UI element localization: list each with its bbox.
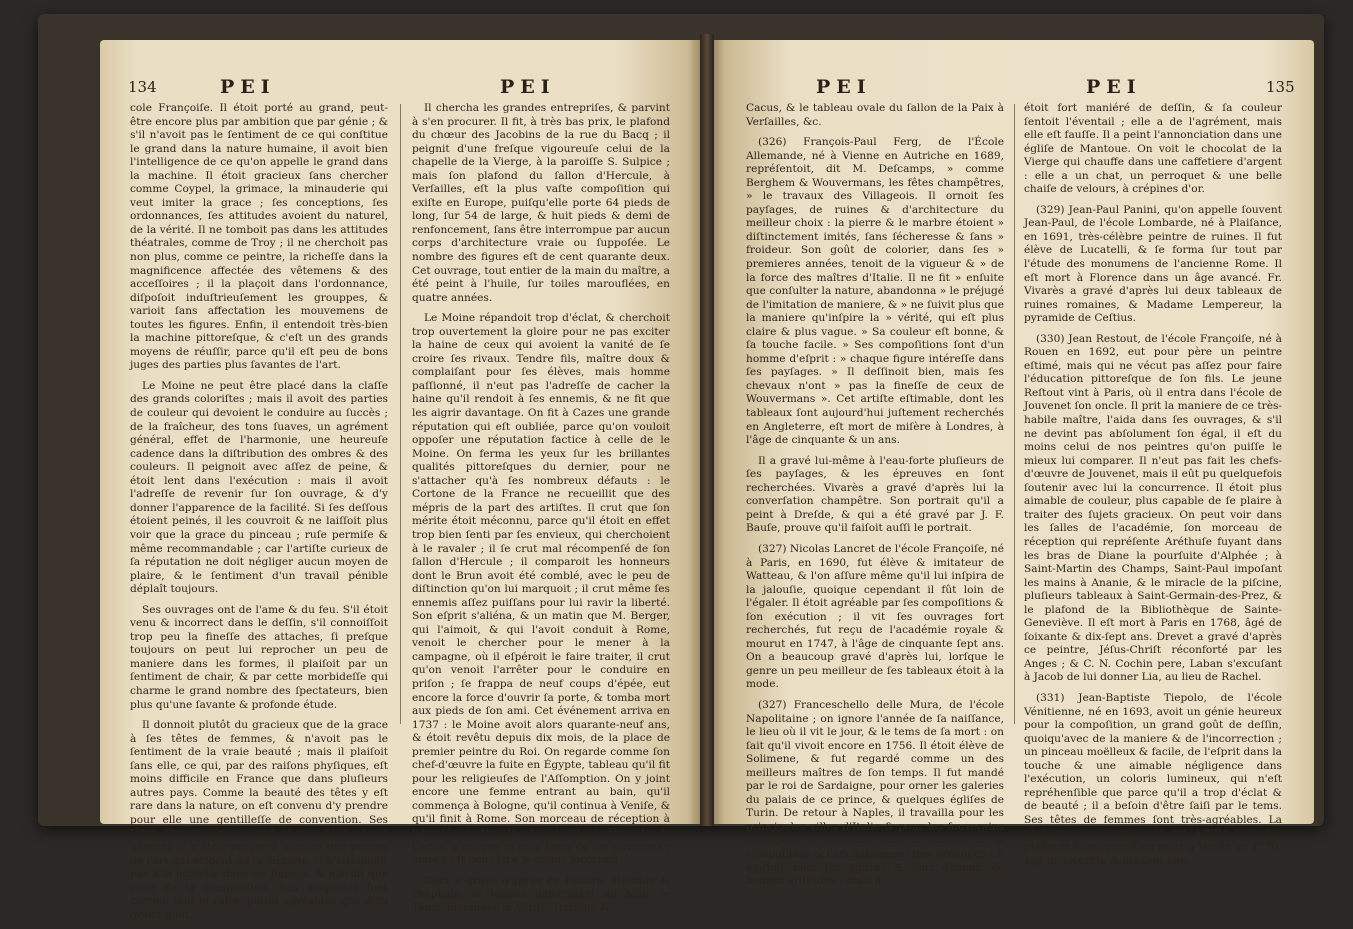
left-column-1 <box>130 102 388 929</box>
paragraph: Il chercha les grandes entrepriſes, & parvint à s'en procurer. Il fit, à très bas prix, le plafond du chœur des Jacobins de la rue du Bacq ; il peignit d'une freſque vigoureuſe celui de la chapelle de la Vierge, à la paroiſſe S. Sulpice ; mais ſon plafond du ſallon d'Hercule, à Verſailles, eſt la plus vaſte compoſition qui exiſte en Europe, puiſqu'elle porte 64 pieds de long, ſur 54 de large, & huit pieds & demi de renfoncement, ſans être interrompue par aucun corps d'architecture vraie ou ſuppoſée. Le nombre des figures eſt de cent quarante deux. Cet ouvrage, tout entier de la main du maître, a été peint à l'huile, ſur toiles marouflées, en quatre années. <box>412 102 670 304</box>
paragraph: étoit fort maniéré de deſſin, & ſa couleur ſentoit l'éventail ; elle a de l'agrément, mais elle eſt fauſſe. Il a peint l'annonciation dans une égliſe de Mantoue. On voit le chocolat de la Vierge qui chauffe dans une caffetiere d'argent : elle a un chat, un perroquet & une belle chaiſe de velours, à crépines d'or. <box>1024 102 1282 196</box>
paragraph: (326) François-Paul Ferg, de l'École Allemande, né à Vienne en Autriche en 1689, repréſentoit, dit M. Deſcamps, » comme Berghem & Wouvermans, les fêtes champêtres, » le travaux des Villageois. Il ornoit ſes payſages, de ruines & d'architecture du meilleur choix : la pierre & le marbre étoient » diſtinctement imités, ſans ſécheresse & ſans » froideur. Son goût de colorier, dans ſes » premieres années, tenoit de la vigueur & » de la force des maîtres d'Italie. Il ne fit » enſuite que conſulter la nature, abandonna » le préjugé de l'imitation de maniere, & » ne ſuivit plus que la maniere qu'inſpire la » vérité, qui eſt plus claire & plus vague. » Sa couleur eſt bonne, & ſa touche facile. » Ses compoſitions ſont d'un homme d'eſprit : » chaque figure intéreſſe dans ſes payſages. » Il deſſinoit bien, mais ſes chevaux n'ont » pas la fineſſe de ceux de Wouvermans ». Cet artiſte eſtimable, dont les tableaux ſont aujourd'hui juſtement recherchés en Angleterre, eſt mort de miſère à Londres, à l'âge de cinquante & un ans. <box>746 136 1004 447</box>
paragraph: Il a gravé lui-même à l'eau-forte pluſieurs de ſes payſages, & les épreuves en ſont recherchées. Vivarès a gravé d'après lui la converſation champêtre. Son portrait qu'il a peint à Dreſde, & qui a été gravé par J. F. Bauſe, prouve qu'il faiſoit auſſi le portrait. <box>746 454 1004 535</box>
paragraph: Le Moine ne peut être placé dans la claſſe des grands coloriſtes ; mais il avoit des parties de couleur qui devoient le conduire au ſuccès ; de la fraîcheur, des tons ſuaves, un agrément général, effet de l'harmonie, une heureuſe cadence dans la diſtribution des ombres & des couleurs. Il peignoit avec aſſez de peine, & étoit lent dans l'exécution : mais il avoit l'adreſſe de revenir ſur ſon ouvrage, & d'y donner l'apparence de la facilité. Si ſes deſſous étoient peinés, il les couvroit & ne laiſſoit plus voir que la grace du pinceau ; ruſe permiſe & même recommandable ; car l'artiſte curieux de ſa réputation ne doit négliger aucun moyen de plaire, & le ſentiment d'un travail pénible déplaît toujours. <box>130 379 388 596</box>
book-gutter <box>700 34 714 826</box>
paragraph: (327) Franceschello delle Mura, de l'école Napolitaine ; on ignore l'année de ſa naiſſance, le lieu où il vit le jour, & le tems de ſa mort : on ſait qu'il vivoit encore en 1756. Il étoit élève de Solimene, & fut regardé comme un des meilleurs maîtres de ſon temps. Il fut mandé par le roi de Sardaigne, pour orner les galeries du palais de ce prince, & quelques égliſes de Turin. De retour à Naples, il travailla pour les principales villes d'Italie & pour les ſouverains étrangers. Il entendoit bien la richeſſe de la compoſition & l'enchaînement des grouppes : il ajuſtoit bien ſes figures & leur donnoit de bonnes attitudes ; mais il <box>746 698 1004 888</box>
left-running-head-left: PEI <box>220 76 276 98</box>
left-page-number: 134 <box>128 78 157 96</box>
paragraph: Le Moine répandoit trop d'éclat, & cherchoit trop ouvertement la gloire pour ne pas exciter la haine de ceux qui avoient la vanité de ſe croire ſes rivaux. Tendre fils, maître doux & complaiſant pour ſes élèves, mais homme paſſionné, il n'eut pas l'adreſſe de cacher la haine qu'il rendoit à ſes ennemis, & ne fit que les aigrir davantage. On fit à Cazes une grande réputation qui eſt oubliée, parce qu'on vouloit oppoſer une réputation factice à celle de le Moine. On ferma les yeux ſur les brillantes qualités pittoreſques du dernier, pour ne s'attacher qu'à ſes nombreux défauts : le Cortone de la France ne recueillit que des mépris de la part des artiſtes. Il crut que ſon mérite étoit méconnu, parce qu'il étoit en effet trop bien ſenti par ſes envieux, qui cherchoient à le ravaler ; il ſe crut mal récompenſé de ſon ſallon d'Hercule ; il comparoit les honneurs dont le Brun avoit été comblé, avec le peu de diſtinction qu'on lui marquoit ; il crut même ſes ennemis aſſez puiſſans pour lui ravir la liberté. Son eſprit s'aliéna, & un matin que M. Berger, qui l'aimoit, & qui l'avoit conduit à Rome, venoit le chercher pour le mener à la campagne, où il eſpéroit le faire traiter, il crut qu'on venoit l'arrêter pour le conduire en priſon ; ſe frappa de neuf coups d'épée, eut encore la force d'ouvrir ſa porte, & tomba mort aux pieds de ſon ami. Cet événement arriva en 1737 : le Moine avoit alors quarante-neuf ans, & étoit revêtu depuis dix mois, de la place de premier peintre du Roi. On regarde comme ſon chef-d'œuvre la fuite en Égypte, tableau qu'il fit pour les religieuſes de l'Aſſomption. On y joint encore une femme entrant au bain, qu'il commença à Bologne, qu'il continua à Veniſe, & qu'il finit à Rome. Son morceau de réception à l'Académie Royale, repréſentant Hercule & Cacus, n'eſt pas le plus beau de ſes ouvrages ; mais il eſt peut être le moins incorrect. <box>412 312 670 867</box>
paragraph: cole Françoiſe. Il étoit porté au grand, peut-être encore plus par ambition que par génie ; & s'il n'avoit pas le ſentiment de ce qui conſtitue le grand dans la nature humaine, il avoit bien l'intelligence de ce qu'on appelle le grand dans la machine. Il étoit gracieux ſans chercher comme Coypel, la grimace, la minauderie qui veut imiter la grace ; ſes conceptions, ſes ordonnances, ſes attitudes avoient du naturel, de la vérité. Il ne tomboit pas dans les attitudes théatrales, comme de Troy ; il ne cherchoit pas non plus, comme ce peintre, la richeſſe dans la magnificence affectée des vêtemens & des acceſſoires ; il la plaçoit dans l'ordonnance, diſpoſoit induſtrieuſement les grouppes, & varioit ſans affectation les mouvemens de toutes les figures. Enfin, il entendoit très-bien la machine pittoreſque, & c'eſt un des grands moyens de réuſſir, parce qu'il eſt peu de bons juges des parties plus ſavantes de l'art. <box>130 102 388 372</box>
paragraph: (330) Jean Restout, de l'école Françoiſe, né à Rouen en 1692, eut pour père un peintre eſtimé, mais qui ne vécut pas aſſez pour faire l'éducation pittoreſque de ſon fils. Le jeune Reſtout vint à Paris, où il entra dans l'école de Jouvenet ſon oncle. Il prit la maniere de ce très-habile maître, l'aida dans ſes ouvrages, & s'il ne devint pas abſolument ſon égal, il eſt du moins celui de nos peintres qu'on puiſſe le mieux lui comparer. Il n'eut pas fait les chefs-d'œuvre de Jouvenet, mais il eût pu quelquefois ſoutenir avec lui la concurrence. Il étoit plus aimable de couleur, plus capable de ſe plaire à traiter des ſujets gracieux. On peut voir dans les ſalles de l'académie, ſon morceau de réception qui repréſente Aréthuſe fuyant dans les bras de Diane la pourſuite d'Alphée ; à Saint-Martin des Champs, Saint-Paul impoſant les mains à Ananie, & le miracle de la piſcine, pluſieurs tableaux à Saint-Germain-des-Prez, & le plafond de la Bibliothèque de Sainte-Geneviève. Il eſt mort à Paris en 1768, âgé de ſoixante & dix-ſept ans. Drevet a gravé d'après ce peintre, Jéſus-Chriſt réconforté par les Anges ; & C. N. Cochin pere, Laban s'excuſant à Jacob de lui donner Lia, au lieu de Rachel. <box>1024 332 1282 684</box>
right-running-head-left: PEI <box>816 76 872 98</box>
right-column-2 <box>1024 102 1282 875</box>
book-spread <box>38 14 1324 921</box>
paragraph: (329) Jean-Paul Panini, qu'on appelle ſouvent Jean-Paul, de l'école Lombarde, né à Plaiſance, en 1691, très-célèbre peintre de ruines. Il fut élève de Lucatelli, & ſe forma ſur tout par l'étude des monumens de l'ancienne Rome. Il eſt mort à Florence dans un âge avancé. Fr. Vivarès a gravé d'après lui deux tableaux de ruines romaines, & Madame Lempereur, la pyramide de Ceſtius. <box>1024 203 1282 325</box>
right-running-head-right: PEI <box>1086 76 1142 98</box>
left-page <box>100 40 706 921</box>
paragraph: Il donnoit plutôt du gracieux que de la grace à ſes têtes de femmes, & n'avoit pas le ſentiment de la vraie beauté ; mais il plaiſoit ſans elle, ce qui, par des raiſons phyſiques, eſt moins difficile en France que dans pluſieurs autres pays. Comme la beauté des têtes y eſt rare dans la nature, on eſt convenu d'y prendre pour elle une gentilleſſe de convention. Ses têtes d'hommes manquent de caractère ; & en général, il n'étoit propre à aucune des parties de l'art qui exigent de la fermeté. Il n'atteignoit pas à la nobleſſe dans les figures, & n'avoit que celle de la compoſition. Ses draperies ſont comme tout le reſte, plutôt agréables que d'un grand goût. <box>130 719 388 921</box>
column-separator <box>400 104 401 724</box>
paragraph: Ses ouvrages ont de l'ame & du feu. S'il étoit venu & incorrect dans le deſſin, s'il connoiſſoit trop peu la fineſſe des attaches, ſi preſque toujours on peut lui reprocher un peu de maniere dans les formes, il plaiſoit par un ſentiment de chair, & par cette morbideſſe qui charme le grand nombre des ſpectateurs, bien plus qu'une ſavante & profonde étude. <box>130 603 388 711</box>
paragraph: Cars a gravé d'après ce Peintre, Hercule & Omphale, la femme deſcendant au bain, le Tems qui enleve la Vérité, Hercule & <box>412 874 670 914</box>
column-separator <box>1014 104 1015 724</box>
paragraph: (327) Nicolas Lancret de l'école Françoiſe, né à Paris, en 1690, fut élève & imitateur de Watteau, & l'on aſſure même qu'il lui inſpira de la jalouſie, quoique cependant il fût loin de l'égaler. Il étoit agréable par ſes compoſitions & ſon exécution ; il vit ſes ouvrages fort recherchés, fut reçu de l'académie royale & mourut en 1747, à l'âge de cinquante ſept ans. On a beaucoup gravé d'après lui, lorſque le genre un peu meilleur de ſes tableaux étoit à la mode. <box>746 542 1004 691</box>
left-running-head-right: PEI <box>500 76 556 98</box>
right-column-1 <box>746 102 1004 896</box>
right-page <box>706 40 1314 888</box>
left-column-2 <box>412 102 670 922</box>
right-page-number: 135 <box>1266 78 1295 96</box>
paragraph: (331) Jean-Baptiste Tiepolo, de l'école Vénitienne, né en 1693, avoit un génie heureux pour la compoſition, un grand goût de deſſin, quoiqu'avec de la maniere & de l'incorrection ; un pinceau moëlleux & facile, de l'eſprit dans la touche & une aimable négligence dans l'exécution, un coloris lumineux, qui n'eſt repréhenſible que parce qu'il a trop d'éclat & de beauté ; il a beſoin d'être ſaiſi par le tems. Ses têtes de femmes ſont très-agréables. La plupart des ouvrages de cet Artiſte ſont des plafonds à freſque. Il eſt mort à Veniſe en 1770, âgé de ſoixante & dix-ſept ans. <box>1024 691 1282 867</box>
paragraph: Cacus, & le tableau ovale du ſallon de la Paix à Verſailles, &c. <box>746 102 1004 128</box>
